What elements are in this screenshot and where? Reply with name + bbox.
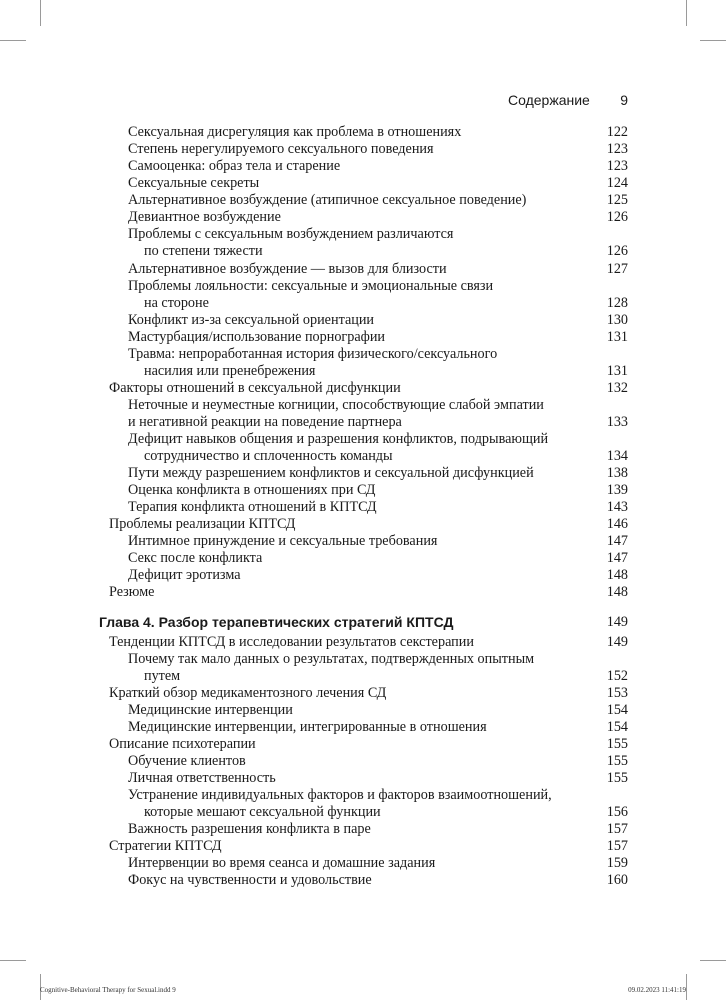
crop-mark bbox=[686, 974, 687, 1000]
toc-entry: Альтернативное возбуждение (атипичное сексуальное поведение) bbox=[128, 192, 527, 208]
toc-page-number: 154 bbox=[606, 702, 628, 718]
toc-page-number: 155 bbox=[606, 770, 628, 786]
toc-page-number: 147 bbox=[606, 533, 628, 549]
toc-entry: Личная ответственность bbox=[128, 770, 276, 786]
toc-entry: Почему так мало данных о результатах, подтвержденных опытным bbox=[128, 651, 535, 667]
toc-entry: путем bbox=[144, 668, 181, 684]
toc-entry: Проблемы реализации КПТСД bbox=[109, 516, 296, 532]
crop-mark bbox=[700, 960, 726, 961]
toc-entry: Проблемы с сексуальным возбуждением различаются bbox=[128, 226, 454, 242]
toc-page-number: 131 bbox=[606, 363, 628, 379]
toc-entry: Фокус на чувственности и удовольствие bbox=[128, 872, 372, 888]
toc-page-number: 154 bbox=[606, 719, 628, 735]
toc-entry: Дефицит эротизма bbox=[128, 567, 241, 583]
toc-entry: Стратегии КПТСД bbox=[109, 838, 222, 854]
toc-entry: Оценка конфликта в отношениях при СД bbox=[128, 482, 376, 498]
toc-page-number: 127 bbox=[606, 261, 628, 277]
toc-entry: Пути между разрешением конфликтов и сексуальной дисфункцией bbox=[128, 465, 534, 481]
toc-page-number: 123 bbox=[606, 141, 628, 157]
toc-page-number: 149 bbox=[606, 614, 628, 630]
chapter-heading: Глава 4. Разбор терапевтических стратегий КПТСД bbox=[99, 614, 454, 630]
toc-entry: насилия или пренебрежения bbox=[144, 363, 316, 379]
toc-page-number: 126 bbox=[606, 243, 628, 259]
toc-entry: Степень нерегулируемого сексуального поведения bbox=[128, 141, 434, 157]
toc-page-number: 133 bbox=[606, 414, 628, 430]
toc-entry: Конфликт из-за сексуальной ориентации bbox=[128, 312, 375, 328]
toc-page-number: 128 bbox=[606, 295, 628, 311]
toc-page-number: 130 bbox=[606, 312, 628, 328]
toc-entry: Интимное принуждение и сексуальные требования bbox=[128, 533, 438, 549]
toc-page-number: 147 bbox=[606, 550, 628, 566]
toc-page-number: 125 bbox=[606, 192, 628, 208]
toc-entry: Медицинские интервенции, интегрированные в отношения bbox=[128, 719, 487, 735]
toc-page-number: 155 bbox=[606, 753, 628, 769]
toc-page-number: 148 bbox=[606, 567, 628, 583]
running-header bbox=[508, 92, 628, 112]
toc-entry: Проблемы лояльности: сексуальные и эмоциональные связи bbox=[128, 278, 494, 294]
toc-page-number: 126 bbox=[606, 209, 628, 225]
toc-entry: Описание психотерапии bbox=[109, 736, 256, 752]
toc-entry: Секс после конфликта bbox=[128, 550, 263, 566]
toc-page-number: 146 bbox=[606, 516, 628, 532]
toc-entry: Резюме bbox=[109, 584, 155, 600]
toc-page-number: 123 bbox=[606, 158, 628, 174]
crop-mark bbox=[700, 40, 726, 41]
toc-entry: которые мешают сексуальной функции bbox=[144, 804, 381, 820]
toc-entry: Важность разрешения конфликта в паре bbox=[128, 821, 371, 837]
toc-entry: Сексуальные секреты bbox=[128, 175, 260, 191]
toc-entry: на стороне bbox=[144, 295, 209, 311]
toc-entry: и негативной реакции на поведение партнера bbox=[128, 414, 402, 430]
toc-entry: Медицинские интервенции bbox=[128, 702, 293, 718]
toc-page-number: 155 bbox=[606, 736, 628, 752]
toc-entry: сотрудничество и сплоченность команды bbox=[144, 448, 393, 464]
toc-page-number: 122 bbox=[606, 124, 628, 140]
crop-mark bbox=[40, 0, 41, 26]
toc-page-number: 157 bbox=[606, 838, 628, 854]
toc-entry: Обучение клиентов bbox=[128, 753, 246, 769]
toc-entry: Дефицит навыков общения и разрешения конфликтов, подрывающий bbox=[128, 431, 549, 447]
toc-entry: Альтернативное возбуждение — вызов для близости bbox=[128, 261, 447, 277]
crop-mark bbox=[686, 0, 687, 26]
toc-page-number: 157 bbox=[606, 821, 628, 837]
toc-page-number: 124 bbox=[606, 175, 628, 191]
toc-entry: Тенденции КПТСД в исследовании результатов секстерапии bbox=[109, 634, 474, 650]
toc-entry: Самооценка: образ тела и старение bbox=[128, 158, 341, 174]
crop-mark bbox=[0, 40, 26, 41]
toc-entry: Травма: непроработанная история физического/сексуального bbox=[128, 346, 498, 362]
crop-mark bbox=[0, 960, 26, 961]
footer-timestamp: 09.02.2023 11:41:19 bbox=[628, 986, 686, 994]
toc-page-number: 132 bbox=[606, 380, 628, 396]
toc-entry: по степени тяжести bbox=[144, 243, 263, 259]
header-page-number: 9 bbox=[620, 92, 628, 108]
toc-entry: Интервенции во время сеанса и домашние задания bbox=[128, 855, 436, 871]
toc-page-number: 148 bbox=[606, 584, 628, 600]
toc-entry: Девиантное возбуждение bbox=[128, 209, 281, 225]
toc-entry: Мастурбация/использование порнографии bbox=[128, 329, 386, 345]
toc-page-number: 143 bbox=[606, 499, 628, 515]
toc-page-number: 156 bbox=[606, 804, 628, 820]
toc-page-number: 131 bbox=[606, 329, 628, 345]
toc-entry: Неточные и неуместные когниции, способствующие слабой эмпатии bbox=[128, 397, 544, 413]
toc-entry: Краткий обзор медикаментозного лечения СД bbox=[109, 685, 387, 701]
toc-page-number: 134 bbox=[606, 448, 628, 464]
toc-page-number: 159 bbox=[606, 855, 628, 871]
toc-entry: Терапия конфликта отношений в КПТСД bbox=[128, 499, 377, 515]
header-title: Содержание bbox=[508, 92, 590, 108]
toc-entry: Факторы отношений в сексуальной дисфункции bbox=[109, 380, 401, 396]
toc-page-number: 152 bbox=[606, 668, 628, 684]
toc-page-number: 153 bbox=[606, 685, 628, 701]
toc-page-number: 138 bbox=[606, 465, 628, 481]
toc-entry: Устранение индивидуальных факторов и факторов взаимоотношений, bbox=[128, 787, 552, 803]
toc-entry: Сексуальная дисрегуляция как проблема в отношениях bbox=[128, 124, 462, 140]
toc-page-number: 139 bbox=[606, 482, 628, 498]
toc-page-number: 149 bbox=[606, 634, 628, 650]
toc-page-number: 160 bbox=[606, 872, 628, 888]
footer-file-name: Cognitive-Behavioral Therapy for Sexual.indd 9 bbox=[40, 986, 176, 994]
